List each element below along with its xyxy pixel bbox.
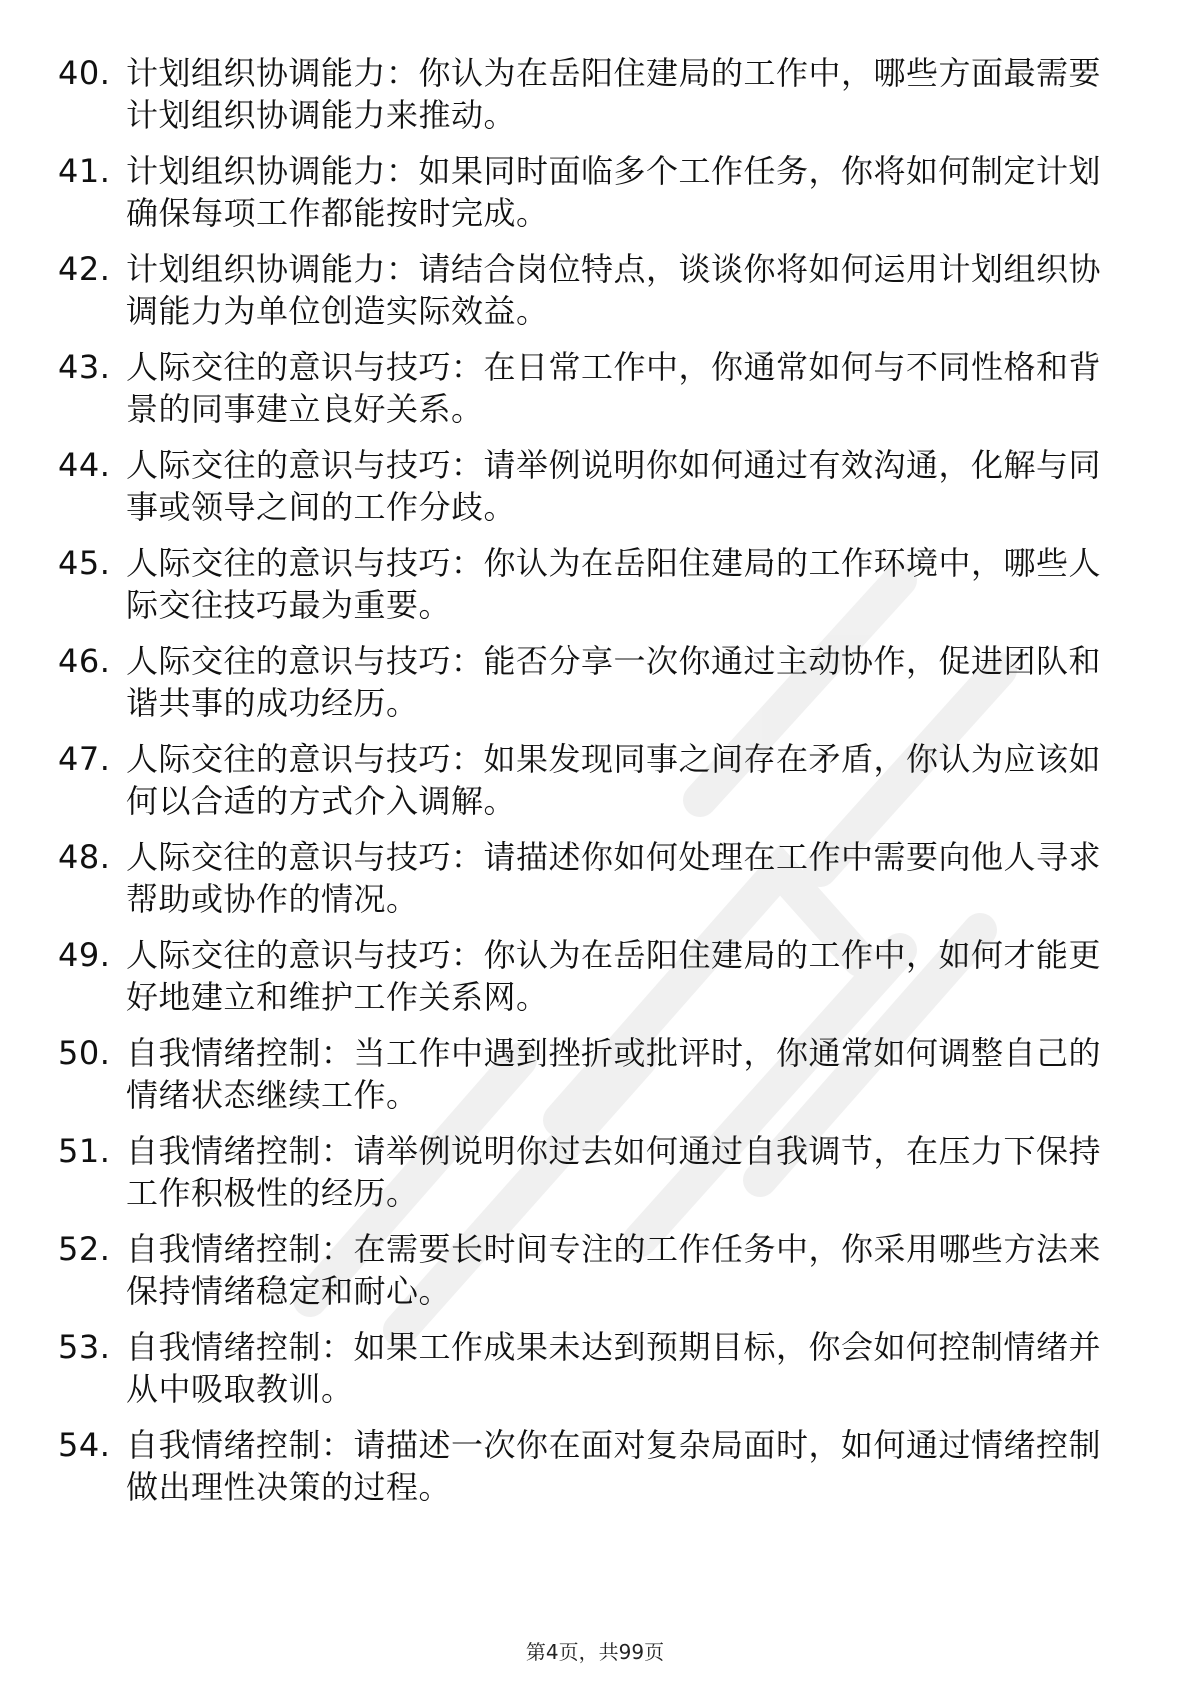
question-number: 41. bbox=[58, 152, 111, 190]
question-number: 45. bbox=[58, 544, 111, 582]
question-item bbox=[58, 248, 1118, 346]
question-item bbox=[58, 934, 1118, 1032]
question-item bbox=[58, 1032, 1118, 1130]
page-number-footer: 第4页，共99页 bbox=[525, 1640, 665, 1664]
question-number: 46. bbox=[58, 642, 111, 680]
question-number: 44. bbox=[58, 446, 111, 484]
question-number: 53. bbox=[58, 1328, 111, 1366]
question-text: 计划组织协调能力：你认为在岳阳住建局的工作中，哪些方面最需要计划组织协调能力来推动。 bbox=[126, 54, 1102, 134]
question-text: 计划组织协调能力：请结合岗位特点，谈谈你将如何运用计划组织协调能力为单位创造实际效益。 bbox=[126, 250, 1102, 330]
question-number: 51. bbox=[58, 1132, 111, 1170]
question-text: 人际交往的意识与技巧：请举例说明你如何通过有效沟通，化解与同事或领导之间的工作分歧。 bbox=[126, 446, 1102, 526]
question-list bbox=[58, 52, 1118, 1522]
question-text: 人际交往的意识与技巧：能否分享一次你通过主动协作，促进团队和谐共事的成功经历。 bbox=[126, 642, 1102, 722]
question-text: 人际交往的意识与技巧：在日常工作中，你通常如何与不同性格和背景的同事建立良好关系。 bbox=[126, 348, 1102, 428]
question-text: 人际交往的意识与技巧：你认为在岳阳住建局的工作中，如何才能更好地建立和维护工作关系网。 bbox=[126, 936, 1102, 1016]
question-item bbox=[58, 1228, 1118, 1326]
question-number: 49. bbox=[58, 936, 111, 974]
question-item bbox=[58, 444, 1118, 542]
question-number: 43. bbox=[58, 348, 111, 386]
question-text: 自我情绪控制：在需要长时间专注的工作任务中，你采用哪些方法来保持情绪稳定和耐心。 bbox=[126, 1230, 1102, 1310]
question-item bbox=[58, 1424, 1118, 1522]
question-item bbox=[58, 738, 1118, 836]
question-number: 42. bbox=[58, 250, 111, 288]
question-item bbox=[58, 1326, 1118, 1424]
question-item bbox=[58, 542, 1118, 640]
question-text: 自我情绪控制：请举例说明你过去如何通过自我调节，在压力下保持工作积极性的经历。 bbox=[126, 1132, 1102, 1212]
question-text: 人际交往的意识与技巧：如果发现同事之间存在矛盾，你认为应该如何以合适的方式介入调解。 bbox=[126, 740, 1102, 820]
question-text: 自我情绪控制：如果工作成果未达到预期目标，你会如何控制情绪并从中吸取教训。 bbox=[126, 1328, 1102, 1408]
question-text: 人际交往的意识与技巧：请描述你如何处理在工作中需要向他人寻求帮助或协作的情况。 bbox=[126, 838, 1102, 918]
question-text: 计划组织协调能力：如果同时面临多个工作任务，你将如何制定计划确保每项工作都能按时完成。 bbox=[126, 152, 1102, 232]
question-text: 自我情绪控制：请描述一次你在面对复杂局面时，如何通过情绪控制做出理性决策的过程。 bbox=[126, 1426, 1102, 1506]
question-item bbox=[58, 1130, 1118, 1228]
question-item bbox=[58, 52, 1118, 150]
question-item bbox=[58, 346, 1118, 444]
question-text: 自我情绪控制：当工作中遇到挫折或批评时，你通常如何调整自己的情绪状态继续工作。 bbox=[126, 1034, 1102, 1114]
question-number: 48. bbox=[58, 838, 111, 876]
question-number: 54. bbox=[58, 1426, 111, 1464]
question-text: 人际交往的意识与技巧：你认为在岳阳住建局的工作环境中，哪些人际交往技巧最为重要。 bbox=[126, 544, 1102, 624]
question-number: 47. bbox=[58, 740, 111, 778]
question-item bbox=[58, 640, 1118, 738]
question-number: 52. bbox=[58, 1230, 111, 1268]
question-number: 50. bbox=[58, 1034, 111, 1072]
question-item bbox=[58, 836, 1118, 934]
question-item bbox=[58, 150, 1118, 248]
question-number: 40. bbox=[58, 54, 111, 92]
